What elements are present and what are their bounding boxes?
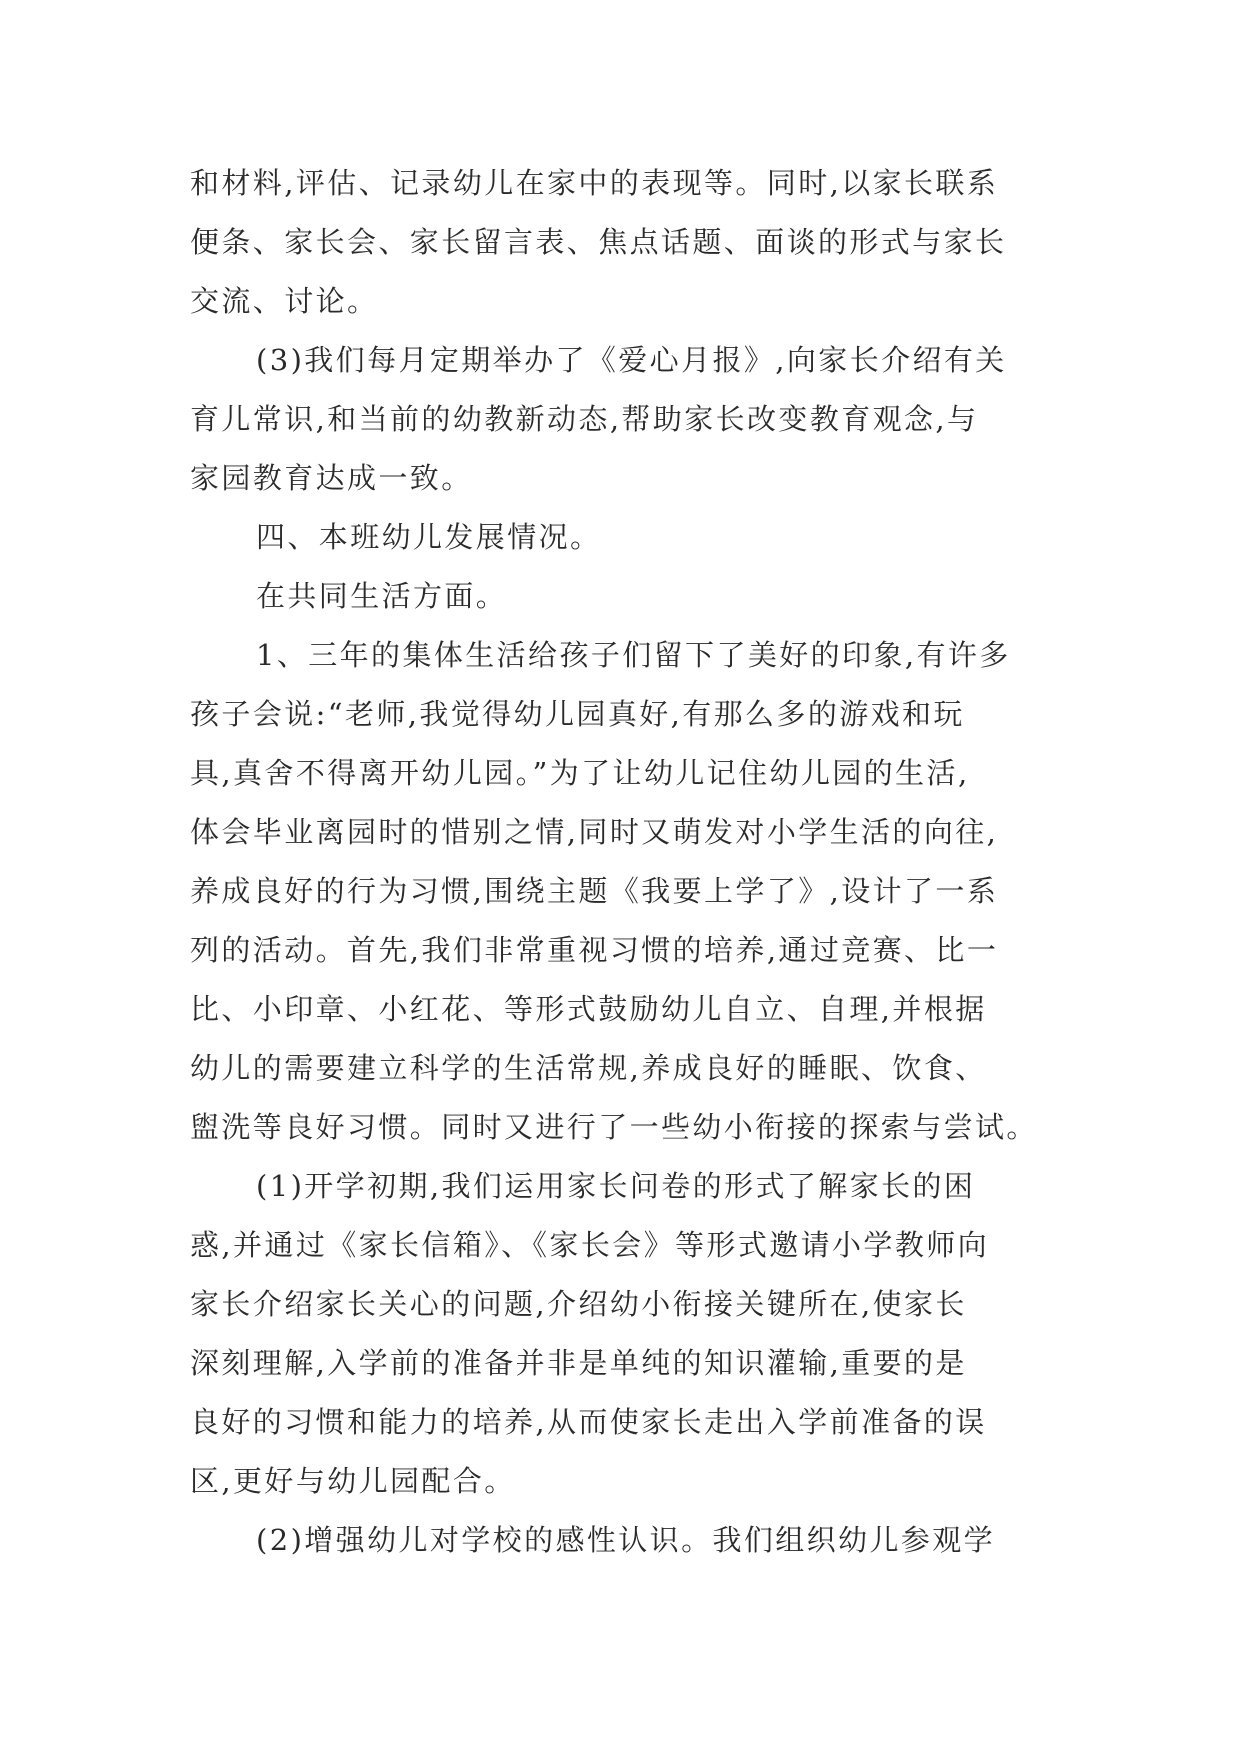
text-line: 便条、家长会、家长留言表、焦点话题、面谈的形式与家长 — [190, 225, 1007, 259]
text-line: 比、小印章、小红花、等形式鼓励幼儿自立、自理,并根据 — [190, 992, 987, 1026]
text-line: 幼儿的需要建立科学的生活常规,养成良好的睡眠、饮食、 — [190, 1051, 987, 1085]
text-line: (2)增强幼儿对学校的感性认识。我们组织幼儿参观学 — [256, 1523, 996, 1557]
text-line: 1、三年的集体生活给孩子们留下了美好的印象,有许多 — [256, 638, 1011, 672]
text-line: 交流、讨论。 — [190, 284, 379, 318]
text-line: 区,更好与幼儿园配合。 — [190, 1464, 516, 1498]
text-line: 四、本班幼儿发展情况。 — [256, 520, 602, 554]
text-line: 育儿常识,和当前的幼教新动态,帮助家长改变教育观念,与 — [190, 402, 979, 436]
text-line: 盥洗等良好习惯。同时又进行了一些幼小衔接的探索与尝试。 — [190, 1110, 1038, 1144]
text-line: 孩子会说:“老师,我觉得幼儿园真好,有那么多的游戏和玩 — [190, 697, 965, 731]
text-line: (3)我们每月定期举办了《爱心月报》,向家长介绍有关 — [256, 343, 1007, 377]
text-line: 具,真舍不得离开幼儿园。”为了让幼儿记住幼儿园的生活, — [190, 756, 970, 790]
text-line: 惑,并通过《家长信箱》、《家长会》等形式邀请小学教师向 — [190, 1228, 990, 1262]
text-line: 在共同生活方面。 — [256, 579, 508, 613]
text-line: 良好的习惯和能力的培养,从而使家长走出入学前准备的误 — [190, 1405, 987, 1439]
text-line: 和材料,评估、记录幼儿在家中的表现等。同时,以家长联系 — [190, 166, 999, 200]
text-line: 家长介绍家长关心的问题,介绍幼小衔接关键所在,使家长 — [190, 1287, 967, 1321]
text-line: 养成良好的行为习惯,围绕主题《我要上学了》,设计了一系 — [190, 874, 999, 908]
text-line: (1)开学初期,我们运用家长问卷的形式了解家长的困 — [256, 1169, 976, 1203]
text-line: 列的活动。首先,我们非常重视习惯的培养,通过竞赛、比一 — [190, 933, 999, 967]
text-line: 家园教育达成一致。 — [190, 461, 473, 495]
text-line: 体会毕业离园时的惜别之情,同时又萌发对小学生活的向往, — [190, 815, 999, 849]
body-text — [190, 154, 1060, 1570]
text-line: 深刻理解,入学前的准备并非是单纯的知识灌输,重要的是 — [190, 1346, 967, 1380]
